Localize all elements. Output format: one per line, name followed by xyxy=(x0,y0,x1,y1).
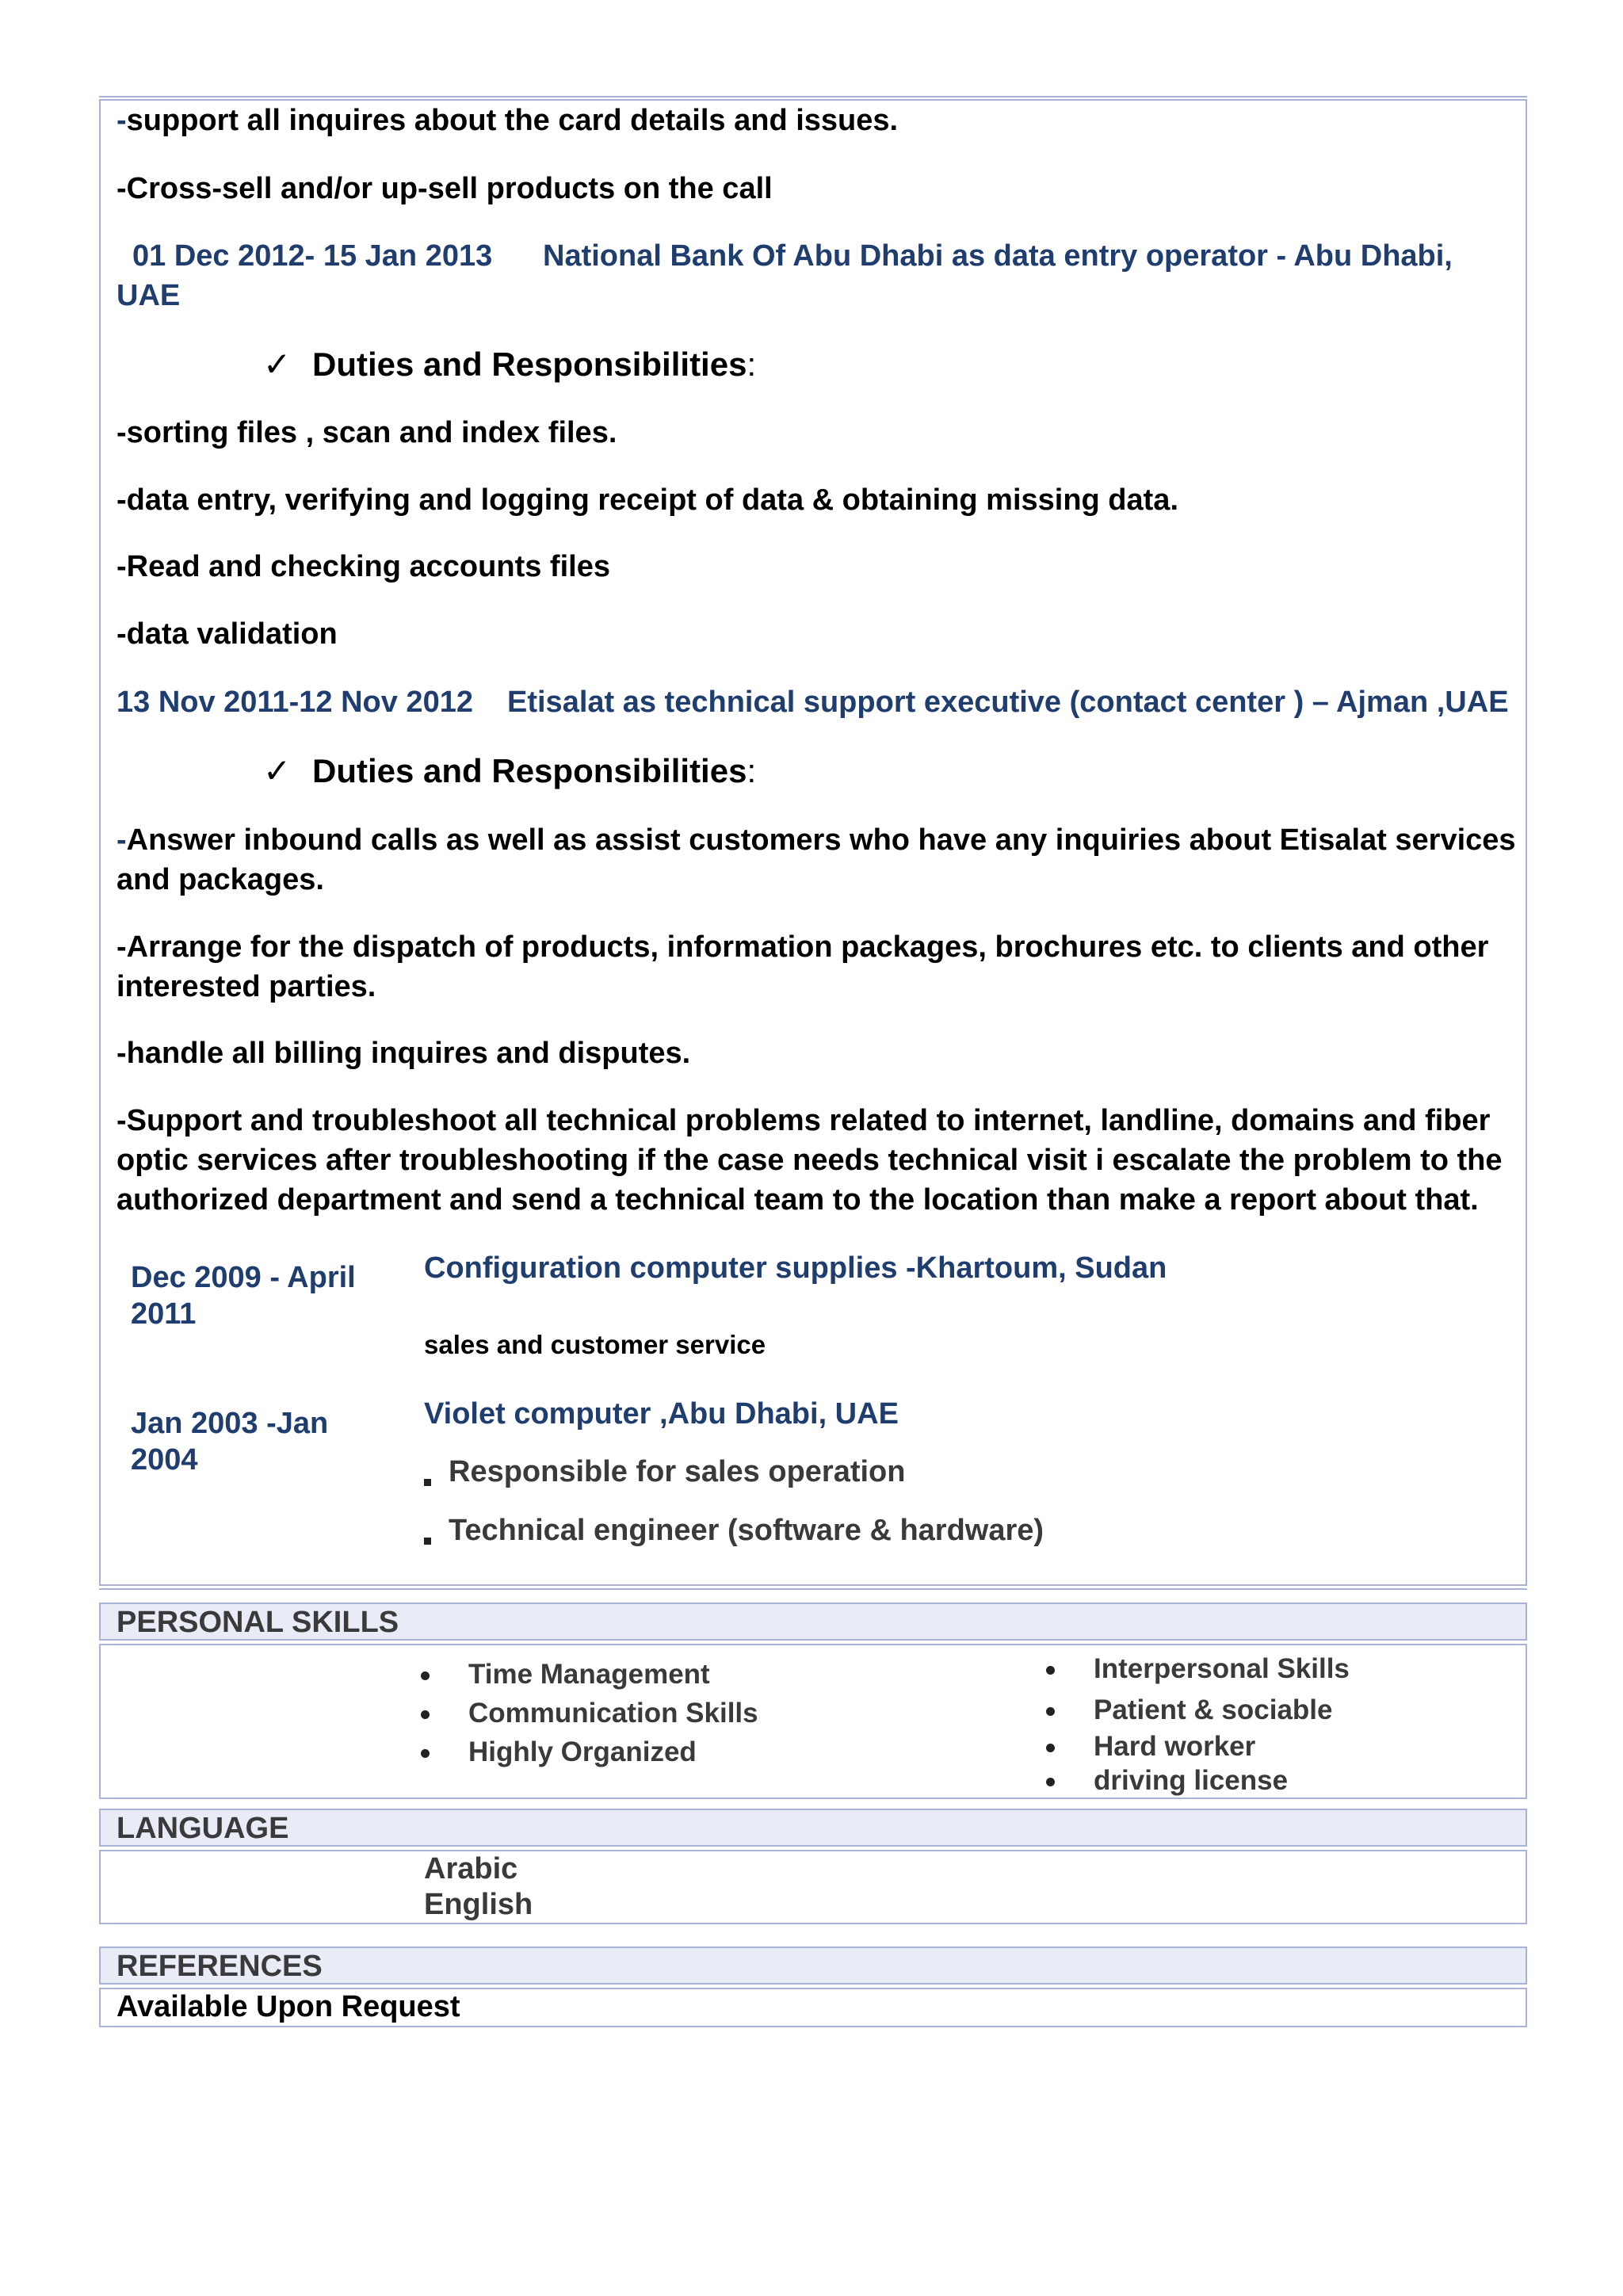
section-title: LANGUAGE xyxy=(116,1812,289,1845)
bullet-text: Responsible for sales operation xyxy=(449,1455,906,1488)
skill-item: Highly Organized xyxy=(468,1736,697,1767)
language-header xyxy=(99,1809,1527,1847)
language-item: Arabic xyxy=(424,1852,518,1885)
bullet-text: Technical engineer (software & hardware) xyxy=(449,1514,1044,1547)
job-date: Jan 2003 -Jan 2004 xyxy=(131,1407,329,1477)
job-title: Violet computer ,Abu Dhabi, UAE xyxy=(424,1397,899,1431)
skill-item: Patient & sociable xyxy=(1094,1694,1333,1725)
duty-text: Answer inbound calls as well as assist customers who have any inquiries about Etisalat services and packages. xyxy=(116,823,1516,896)
job-date: 13 Nov 2011-12 Nov 2012 xyxy=(116,686,473,719)
job-bullet xyxy=(424,1512,1044,1549)
duties-label: Duties and Responsibilities xyxy=(312,346,747,383)
language-body xyxy=(99,1850,1527,1924)
duty-line: -Answer inbound calls as well as assist customers who have any inquiries about Etisalat services and packages. xyxy=(116,823,1516,896)
bullet-icon xyxy=(1046,1707,1055,1716)
job-title: National Bank Of Abu Dhabi as data entry operator - Abu Dhabi, xyxy=(543,239,1453,273)
bullet-icon xyxy=(421,1671,430,1680)
personal-skills-header xyxy=(99,1603,1527,1641)
section-title: REFERENCES xyxy=(116,1950,323,1983)
duty-line: -Read and checking accounts files xyxy=(116,550,610,583)
skill-item: Communication Skills xyxy=(468,1698,758,1729)
job-date: Dec 2009 - April 2011 xyxy=(131,1261,356,1331)
duty-line: -sorting files , scan and index files. xyxy=(116,416,617,449)
job-title: Etisalat as technical support executive (contact center ) – Ajman ,UAE xyxy=(507,686,1509,719)
square-bullet-icon xyxy=(424,1479,431,1486)
duty-line: -Arrange for the dispatch of products, information packages, brochures etc. to clients and other interested parties. xyxy=(116,930,1489,1003)
duty-line: -Cross-sell and/or up-sell products on the call xyxy=(116,172,773,205)
duties-heading xyxy=(263,345,756,384)
job-title: Configuration computer supplies -Khartoum, Sudan xyxy=(424,1251,1167,1285)
square-bullet-icon xyxy=(424,1538,431,1545)
duties-label: Duties and Responsibilities xyxy=(312,752,747,789)
section-title: PERSONAL SKILLS xyxy=(116,1606,399,1639)
references-text: Available Upon Request xyxy=(116,1990,460,2023)
skill-item: Time Management xyxy=(468,1659,710,1690)
checkmark-icon: ✓ xyxy=(263,346,292,383)
duty-line: -Support and troubleshoot all technical problems related to internet, landline, domains and fiber optic services after troubleshooting if the case needs technical visit i escalate the problem to the authorized department and send a technical team to the location than make a report about that. xyxy=(116,1104,1503,1217)
job-bullet xyxy=(424,1454,905,1490)
skill-item: Hard worker xyxy=(1094,1731,1256,1762)
duties-heading xyxy=(263,751,756,791)
checkmark-icon: ✓ xyxy=(263,752,292,789)
bullet-icon xyxy=(1046,1666,1055,1675)
duty-line: -data entry, verifying and logging receipt of data & obtaining missing data. xyxy=(116,483,1179,517)
bullet-icon xyxy=(1046,1778,1055,1786)
job-role: sales and customer service xyxy=(424,1330,766,1359)
job-date: 01 Dec 2012- 15 Jan 2013 xyxy=(132,239,493,273)
skill-item: Interpersonal Skills xyxy=(1094,1653,1350,1684)
language-item: English xyxy=(424,1888,533,1921)
duties-colon: : xyxy=(747,752,757,789)
duty-text: support all inquires about the card details and issues. xyxy=(126,104,899,137)
skill-item: driving license xyxy=(1094,1765,1289,1796)
bullet-icon xyxy=(1046,1744,1055,1752)
bullet-icon xyxy=(421,1749,430,1758)
duty-line: -handle all billing inquires and disputes. xyxy=(116,1037,691,1070)
duties-colon: : xyxy=(747,346,757,383)
bullet-icon xyxy=(421,1710,430,1719)
duty-line: -data validation xyxy=(116,617,338,651)
references-header xyxy=(99,1946,1527,1985)
duty-line: -support all inquires about the card details and issues. xyxy=(116,104,899,137)
job-title-continued: UAE xyxy=(116,279,181,312)
